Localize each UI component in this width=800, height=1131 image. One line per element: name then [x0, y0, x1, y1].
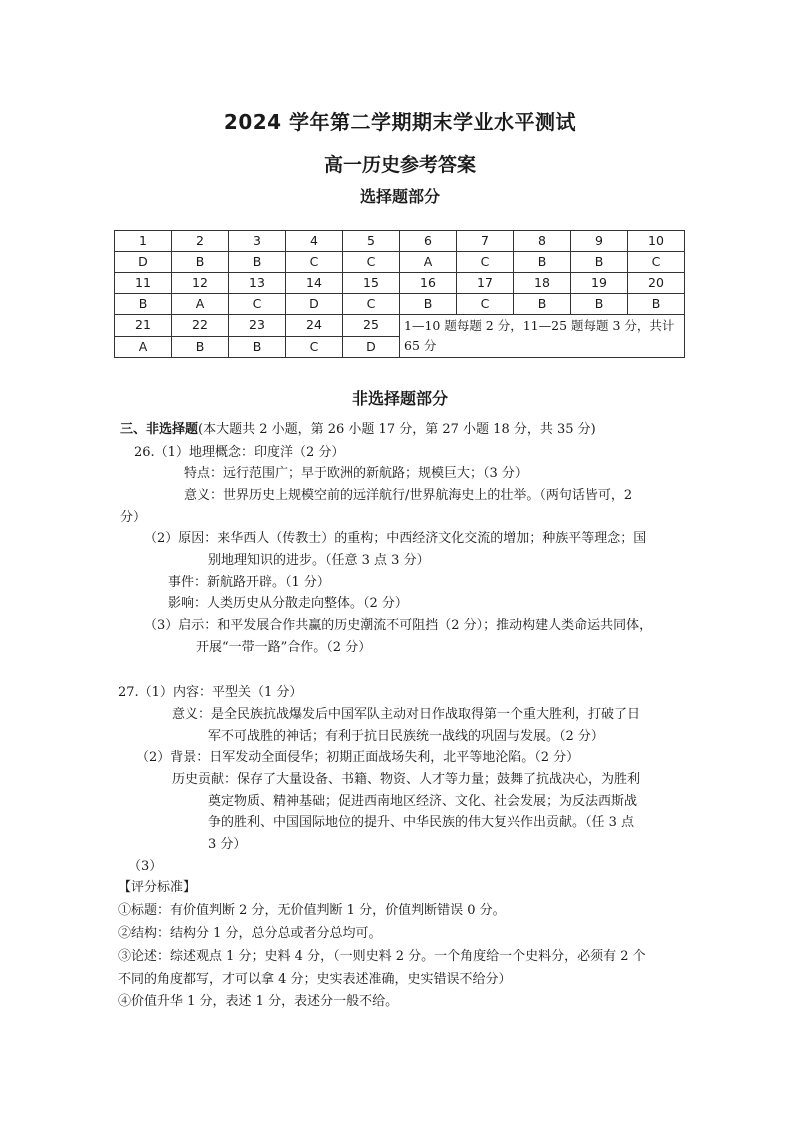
q-answer: A — [115, 336, 172, 358]
q-answer: B — [229, 252, 286, 273]
answer-line: 影响：人类历史从分散走向整体。（2 分） — [168, 596, 408, 611]
answer-table — [114, 230, 685, 358]
table-row-numbers — [115, 273, 685, 294]
scoring-criteria-heading: 【评分标准】 — [118, 880, 197, 895]
criteria-line: ④价值升华 1 分，表述 1 分，表述分一般不给。 — [118, 994, 399, 1009]
q-number: 7 — [457, 231, 514, 252]
q-number: 6 — [400, 231, 457, 252]
criteria-line: 不同的角度都写，才可以拿 4 分；史实表述准确，史实错误不给分） — [118, 972, 512, 987]
answer-line: 军不可战胜的神话；有利于抗日民族统一战线的巩固与发展。（2 分） — [208, 729, 604, 744]
q-answer: B — [400, 294, 457, 315]
q-answer: B — [514, 252, 571, 273]
section-intro-label: 三、非选择题 — [120, 422, 199, 437]
q-answer: B — [571, 252, 628, 273]
doc-subtitle: 高一历史参考答案 — [323, 154, 476, 176]
q-number: 23 — [229, 315, 286, 337]
section-intro-detail: (本大题共 2 小题，第 26 小题 17 分，第 27 小题 18 分，共 35 分) — [198, 422, 596, 437]
q-answer: A — [172, 294, 229, 315]
q-answer: C — [343, 294, 400, 315]
q-number: 11 — [115, 273, 172, 294]
answer-line: 27.（1）内容：平型关（1 分） — [118, 685, 303, 700]
table-row-answers — [115, 294, 685, 315]
q-answer: B — [172, 252, 229, 273]
q-number: 16 — [400, 273, 457, 294]
answer-line: 事件：新航路开辟。（1 分） — [168, 575, 330, 590]
section-heading-nonchoice: 非选择题部分 — [351, 389, 448, 408]
q-number: 9 — [571, 231, 628, 252]
criteria-line: ②结构：结构分 1 分，总分总或者分总均可。 — [118, 926, 382, 941]
q-number: 8 — [514, 231, 571, 252]
answer-line: 3 分） — [208, 837, 247, 852]
answer-line: （3） — [128, 859, 163, 874]
criteria-line: ③论述：综述观点 1 分；史料 4 分，（一则史料 2 分。一个角度给一个史料分，必须有 2 个 — [118, 949, 646, 964]
q-number: 18 — [514, 273, 571, 294]
q-answer: C — [229, 294, 286, 315]
answer-line: 意义：世界历史上规模空前的远洋航行/世界航海史上的壮举。（两句话皆可，2 — [184, 488, 633, 503]
q-answer: B — [172, 336, 229, 358]
answer-line: 别地理知识的进步。（任意 3 点 3 分） — [208, 553, 430, 568]
q-number: 19 — [571, 273, 628, 294]
q-answer: C — [343, 252, 400, 273]
q-answer: D — [286, 294, 343, 315]
q-answer: A — [400, 252, 457, 273]
q-answer: C — [457, 252, 514, 273]
answer-line: （2）原因：来华西人（传教士）的重构；中西经济文化交流的增加；种族平等理念；国 — [144, 531, 647, 546]
q-answer: B — [571, 294, 628, 315]
section-intro — [120, 418, 596, 437]
q-answer: B — [115, 294, 172, 315]
q-number: 2 — [172, 231, 229, 252]
q-answer: C — [457, 294, 514, 315]
table-row-numbers — [115, 315, 685, 337]
q-answer: C — [628, 252, 685, 273]
answer-line: 特点：远行范围广；早于欧洲的新航路；规模巨大；（3 分） — [184, 466, 528, 481]
answer-line: （2）背景：日军发动全面侵华；初期正面战场失利，北平等地沦陷。（2 分） — [136, 750, 580, 765]
q-number: 10 — [628, 231, 685, 252]
q-number: 3 — [229, 231, 286, 252]
q-number: 21 — [115, 315, 172, 337]
q-number: 20 — [628, 273, 685, 294]
section-heading-choice: 选择题部分 — [359, 187, 440, 206]
q-answer: B — [628, 294, 685, 315]
q-answer: D — [115, 252, 172, 273]
q-number: 17 — [457, 273, 514, 294]
q-number: 24 — [286, 315, 343, 337]
q-number: 22 — [172, 315, 229, 337]
answer-line: 分） — [120, 510, 147, 525]
q-answer: B — [229, 336, 286, 358]
q-number: 5 — [343, 231, 400, 252]
q-number: 25 — [343, 315, 400, 337]
q-answer: B — [514, 294, 571, 315]
q-answer: C — [286, 252, 343, 273]
criteria-line: ①标题：有价值判断 2 分，无价值判断 1 分，价值判断错误 0 分。 — [118, 903, 506, 918]
answer-line: 意义：是全民族抗战爆发后中国军队主动对日作战取得第一个重大胜利，打破了日 — [172, 707, 641, 722]
table-row-numbers — [115, 231, 685, 252]
answer-line: 开展“一带一路”合作。（2 分） — [196, 640, 372, 655]
answer-line: （3）启示：和平发展合作共赢的历史潮流不可阻挡（2 分）；推动构建人类命运共同体， — [144, 618, 653, 633]
answer-line: 争的胜利、中国国际地位的提升、中华民族的伟大复兴作出贡献。（任 3 点 — [208, 815, 635, 830]
scoring-note: 1—10 题每题 2 分，11—25 题每题 3 分，共计 65 分 — [400, 315, 685, 358]
answer-line: 历史贡献：保存了大量设备、书籍、物资、人才等力量；鼓舞了抗战决心，为胜利 — [172, 772, 641, 787]
q-number: 4 — [286, 231, 343, 252]
q-number: 12 — [172, 273, 229, 294]
table-row-answers — [115, 252, 685, 273]
answer-line: 奠定物质、精神基础；促进西南地区经济、文化、社会发展；为反法西斯战 — [208, 794, 638, 809]
exam-title: 2024 学年第二学期期末学业水平测试 — [223, 110, 577, 134]
q-number: 14 — [286, 273, 343, 294]
q-number: 1 — [115, 231, 172, 252]
answer-line: 26.（1）地理概念：印度洋（2 分） — [134, 445, 345, 460]
q-answer: D — [343, 336, 400, 358]
q-answer: C — [286, 336, 343, 358]
q-number: 13 — [229, 273, 286, 294]
q-number: 15 — [343, 273, 400, 294]
